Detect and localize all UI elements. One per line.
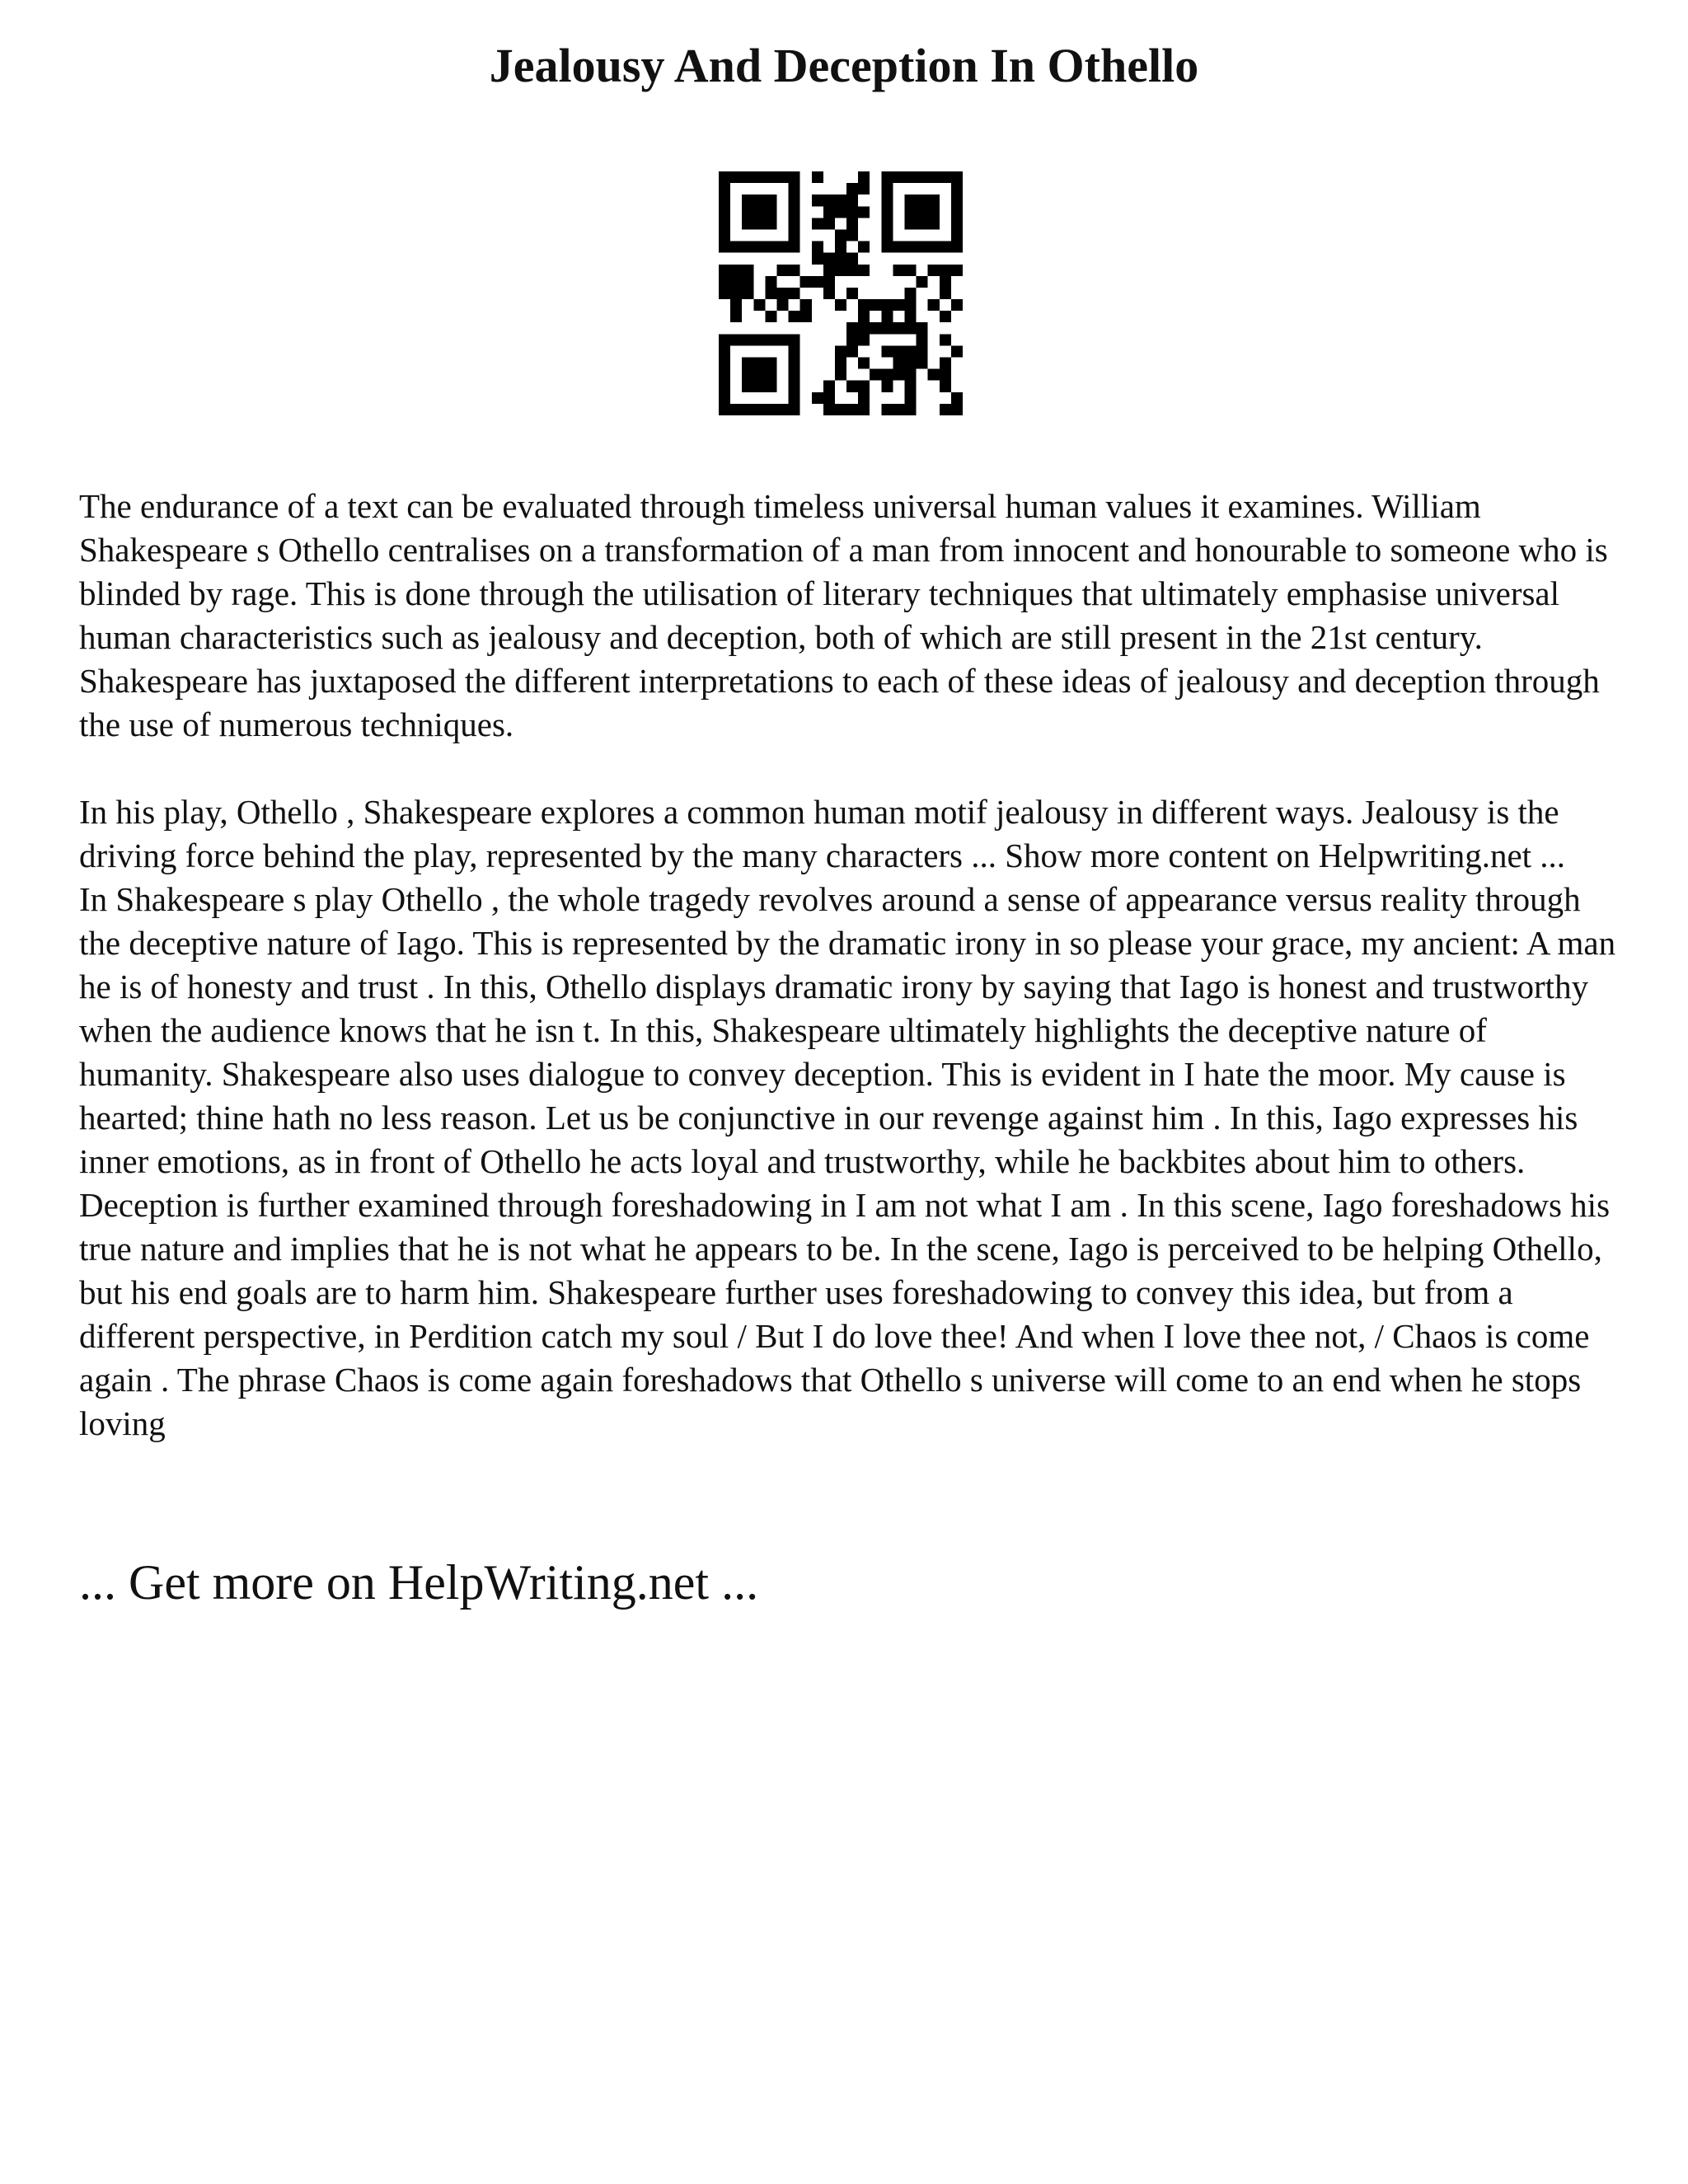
page-title: Jealousy And Deception In Othello — [489, 39, 1199, 92]
paragraph-deception: In Shakespeare s play Othello , the whole tragedy revolves around a sense of appearance versus reality through the deceptive nature of Iago. This is represented by the dramatic irony in so please your grace, my ancient: A man he is of honesty and trust . In this, Othello displays dramatic irony by saying that Iago is honest and trustworthy when the audience knows that he isn t. In this, Shakespeare ultimately highlights the deceptive nature of humanity. Shakespeare also uses dialogue to convey deception. This is evident in I hate the moor. My cause is hearted; thine hath no less reason. Let us be conjunctive in our revenge against him . In this, Iago expresses his inner emotions, as in front of Othello he acts loyal and trustworthy, while he backbites about him to others. Deception is further examined through foreshadowing in I am not what I am . In this scene, Iago foreshadows his true nature and implies that he is not what he appears to be. In the scene, Iago is perceived to be helping Othello, but his end goals are to harm him. Shakespeare further uses foreshadowing to convey this idea, but from a different perspective, in Perdition catch my soul / But I do love thee! And when I love thee not, / Chaos is come again . The phrase Chaos is come again foreshadows that Othello s universe will come to an end when he stops loving — [79, 880, 1616, 1442]
article-body — [79, 485, 1629, 1446]
paragraph-jealousy: In his play, Othello , Shakespeare explores a common human motif jealousy in different ways. Jealousy is the driving force behind the play, represented by the many characters ... Show more content on Helpwriting.net ... — [79, 793, 1566, 874]
paragraph-intro: The endurance of a text can be evaluated through timeless universal human values it examines. William Shakespeare s Othello centralises on a transformation of a man from innocent and honourable to someone who is blinded by rage. This is done through the utilisation of literary techniques that ultimately emphasise universal human characteristics such as jealousy and deception, both of which are still present in the 21st century. Shakespeare has juxtaposed the different interpretations to each of these ideas of jealousy and deception through the use of numerous techniques. — [79, 487, 1608, 743]
qr-code-icon — [719, 171, 963, 415]
get-more-link[interactable]: ... Get more on HelpWriting.net ... — [79, 1555, 759, 1610]
